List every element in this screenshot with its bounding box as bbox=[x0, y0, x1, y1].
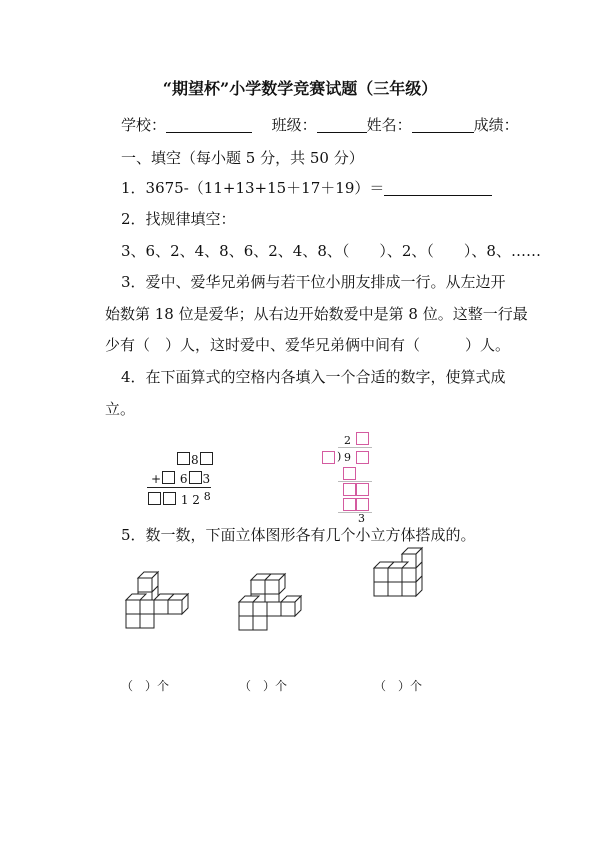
blank-box bbox=[322, 451, 335, 464]
cube-figure-1 bbox=[122, 570, 192, 630]
header-fields bbox=[121, 114, 519, 135]
answer-3: （ ）个 bbox=[374, 679, 423, 693]
division-line bbox=[338, 512, 372, 513]
answer-2: （ ）个 bbox=[239, 679, 288, 693]
q1-blank bbox=[384, 181, 492, 196]
add-sum: 1 2 8 bbox=[147, 490, 211, 507]
name-blank bbox=[412, 118, 474, 133]
blank-box bbox=[189, 471, 202, 484]
q1 bbox=[121, 177, 492, 198]
division-bar bbox=[338, 447, 372, 448]
q3-line2: 始数第 18 位是爱华；从右边开始数爱中是第 8 位。这整一行最 bbox=[105, 305, 528, 323]
section-heading: 一、填空（每小题 5 分，共 50 分） bbox=[121, 149, 364, 167]
class-blank bbox=[317, 118, 367, 133]
cube-figure-2 bbox=[235, 572, 305, 632]
division-line bbox=[338, 481, 372, 482]
blank-box bbox=[356, 483, 369, 496]
score-label: 成绩： bbox=[473, 116, 519, 134]
quotient-digit: 2 bbox=[344, 434, 351, 447]
name-label: 姓名： bbox=[366, 116, 412, 134]
division-bracket: ) bbox=[337, 450, 342, 463]
blank-box bbox=[177, 452, 190, 465]
dividend-digit: 9 bbox=[344, 451, 351, 464]
blank-box bbox=[200, 452, 213, 465]
q4-line1: 4．在下面算式的空格内各填入一个合适的数字，使算式成 bbox=[121, 368, 506, 386]
blank-box bbox=[356, 432, 369, 445]
q2-prompt: 2．找规律填空： bbox=[121, 210, 236, 228]
cube-figure-3 bbox=[368, 544, 432, 606]
page-title: “期望杯”小学数学竞赛试题（三年级） bbox=[162, 79, 438, 98]
blank-box bbox=[148, 492, 161, 505]
blank-box bbox=[356, 498, 369, 511]
q5-text: 5．数一数，下面立体图形各有几个小立方体搭成的。 bbox=[121, 526, 476, 544]
q3-line3: 少有（ ）人，这时爱中、爱华兄弟俩中间有（ ）人。 bbox=[105, 336, 511, 354]
q4-line2: 立。 bbox=[105, 400, 136, 418]
blank-box bbox=[163, 492, 176, 505]
add-row1: 8 bbox=[176, 452, 214, 467]
school-label: 学校： bbox=[121, 116, 167, 134]
blank-box bbox=[343, 467, 356, 480]
school-blank bbox=[166, 118, 252, 133]
q2-sequence: 3、6、2、4、8、6、2、4、8、（ ）、2、（ ）、8、…… bbox=[121, 242, 541, 260]
q3-line1: 3．爱中、爱华兄弟俩与若干位小朋友排成一行。从左边开 bbox=[121, 273, 506, 291]
answer-1: （ ）个 bbox=[121, 679, 170, 693]
blank-box bbox=[343, 483, 356, 496]
blank-box bbox=[162, 471, 175, 484]
add-row2: + 6 3 bbox=[151, 472, 211, 486]
blank-box bbox=[356, 451, 369, 464]
sum-line bbox=[147, 487, 211, 488]
class-label: 班级： bbox=[271, 116, 317, 134]
remainder-digit: 3 bbox=[358, 512, 365, 525]
q1-text: 1．3675-（11+13+15＋17＋19）＝ bbox=[121, 179, 385, 197]
blank-box bbox=[343, 498, 356, 511]
